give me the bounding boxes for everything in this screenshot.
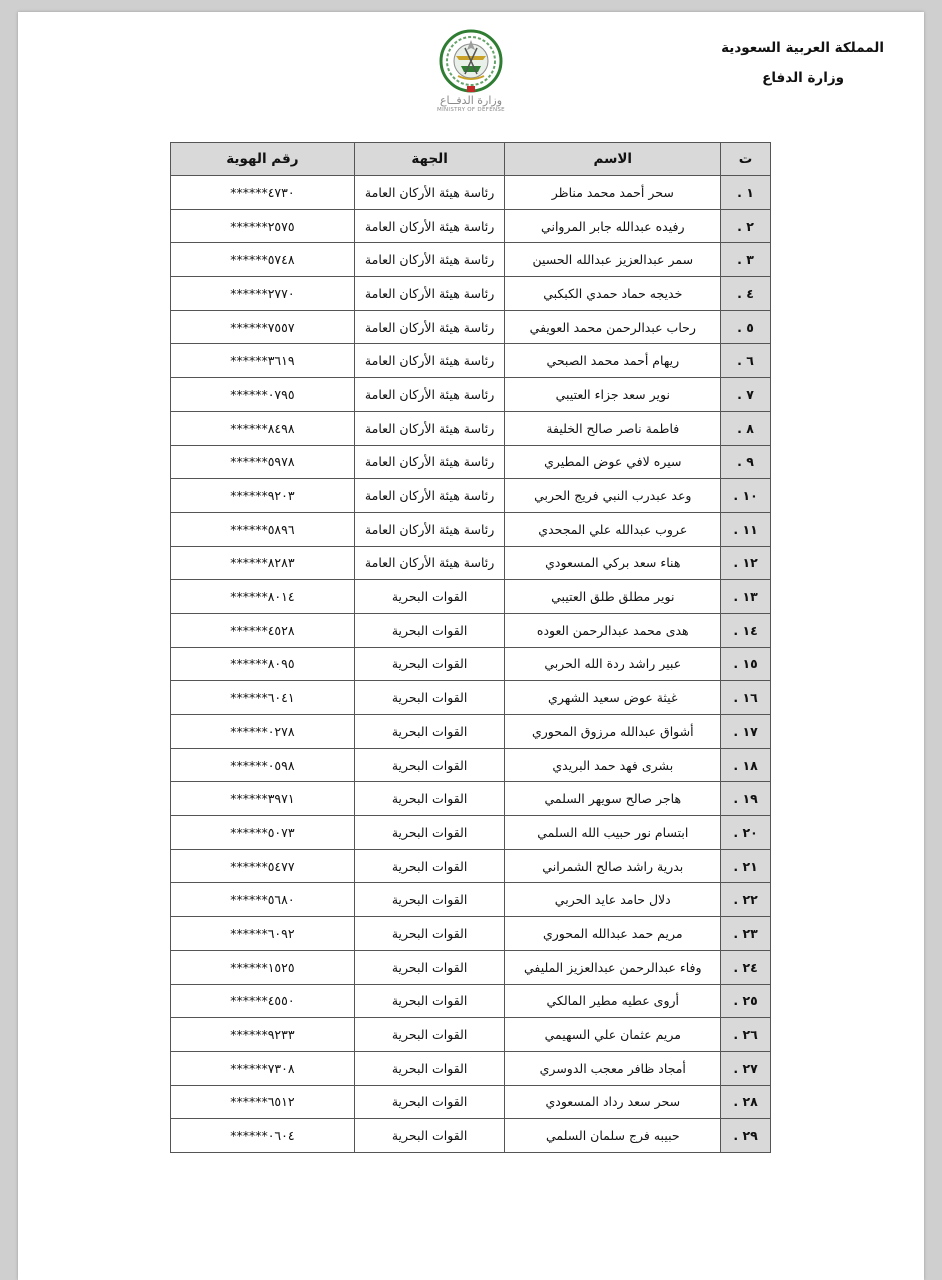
row-id-number: ******٠٧٩٥ [171, 378, 355, 412]
row-department: القوات البحرية [354, 816, 505, 850]
row-name: هدى محمد عبدالرحمن العوده [505, 613, 721, 647]
row-id-number: ******٧٥٥٧ [171, 310, 355, 344]
table-row [171, 782, 771, 816]
row-number: ٢٤ . [721, 950, 771, 984]
row-name: عروب عبدالله علي المجحدي [505, 512, 721, 546]
table-row [171, 1018, 771, 1052]
row-department: رئاسة هيئة الأركان العامة [354, 479, 505, 513]
table-row [171, 209, 771, 243]
row-department: القوات البحرية [354, 580, 505, 614]
row-name: عبير راشد ردة الله الحربي [505, 647, 721, 681]
row-number: ٧ . [721, 378, 771, 412]
table-body [171, 176, 771, 1153]
table-row [171, 647, 771, 681]
table-row [171, 243, 771, 277]
row-department: القوات البحرية [354, 782, 505, 816]
row-number: ٢٩ . [721, 1119, 771, 1153]
row-department: القوات البحرية [354, 883, 505, 917]
row-name: سمر عبدالعزيز عبدالله الحسين [505, 243, 721, 277]
row-name: وعد عبدرب النبي فريج الحربي [505, 479, 721, 513]
names-table [170, 142, 771, 1153]
table-row [171, 310, 771, 344]
table-row [171, 378, 771, 412]
row-name: أمجاد ظافر معجب الدوسري [505, 1051, 721, 1085]
row-number: ٢٥ . [721, 984, 771, 1018]
row-department: القوات البحرية [354, 917, 505, 951]
row-number: ١٩ . [721, 782, 771, 816]
row-id-number: ******٤٥٥٠ [171, 984, 355, 1018]
row-department: رئاسة هيئة الأركان العامة [354, 512, 505, 546]
row-name: مريم حمد عبدالله المحوري [505, 917, 721, 951]
row-number: ١٣ . [721, 580, 771, 614]
table-row [171, 917, 771, 951]
row-name: فاطمة ناصر صالح الخليفة [505, 411, 721, 445]
table-row [171, 715, 771, 749]
row-department: رئاسة هيئة الأركان العامة [354, 546, 505, 580]
row-id-number: ******١٥٢٥ [171, 950, 355, 984]
row-department: رئاسة هيئة الأركان العامة [354, 209, 505, 243]
row-number: ١٤ . [721, 613, 771, 647]
row-name: هاجر صالح سويهر السلمي [505, 782, 721, 816]
row-department: القوات البحرية [354, 1018, 505, 1052]
table-row [171, 512, 771, 546]
row-name: أروى عطيه مطير المالكي [505, 984, 721, 1018]
logo-arabic-text: وزارة الدفــاع [439, 94, 503, 107]
row-number: ٢ . [721, 209, 771, 243]
header-num: ت [721, 143, 771, 176]
ministry-title: وزارة الدفاع [762, 70, 844, 86]
row-department: رئاسة هيئة الأركان العامة [354, 378, 505, 412]
row-id-number: ******٠٢٧٨ [171, 715, 355, 749]
row-name: نوير مطلق طلق العتيبي [505, 580, 721, 614]
row-id-number: ******٦٠٤١ [171, 681, 355, 715]
table-row [171, 411, 771, 445]
row-department: رئاسة هيئة الأركان العامة [354, 310, 505, 344]
row-number: ٢٠ . [721, 816, 771, 850]
row-number: ١٢ . [721, 546, 771, 580]
row-name: سحر أحمد محمد مناظر [505, 176, 721, 210]
row-id-number: ******٥٧٤٨ [171, 243, 355, 277]
row-name: ريهام أحمد محمد الصبحي [505, 344, 721, 378]
row-department: رئاسة هيئة الأركان العامة [354, 243, 505, 277]
row-number: ٣ . [721, 243, 771, 277]
emblem-icon [431, 26, 511, 96]
row-department: القوات البحرية [354, 681, 505, 715]
row-name: نوير سعد جزاء العتيبي [505, 378, 721, 412]
row-id-number: ******٦٠٩٢ [171, 917, 355, 951]
table-row [171, 681, 771, 715]
document-page [18, 12, 924, 1280]
table-row [171, 950, 771, 984]
row-id-number: ******٥٩٧٨ [171, 445, 355, 479]
row-number: ٩ . [721, 445, 771, 479]
row-id-number: ******٩٢٣٣ [171, 1018, 355, 1052]
row-name: حبيبه فرج سلمان السلمي [505, 1119, 721, 1153]
logo-english-text: MINISTRY OF DEFENSE [437, 107, 505, 113]
row-department: القوات البحرية [354, 1085, 505, 1119]
table-header-row [171, 143, 771, 176]
row-id-number: ******٥٠٧٣ [171, 816, 355, 850]
row-number: ٦ . [721, 344, 771, 378]
row-department: القوات البحرية [354, 1051, 505, 1085]
row-id-number: ******٣٦١٩ [171, 344, 355, 378]
row-number: ١٧ . [721, 715, 771, 749]
row-department: رئاسة هيئة الأركان العامة [354, 411, 505, 445]
row-id-number: ******٥٨٩٦ [171, 512, 355, 546]
row-number: ١٦ . [721, 681, 771, 715]
table-row [171, 816, 771, 850]
table-row [171, 1119, 771, 1153]
row-name: سحر سعد رداد المسعودي [505, 1085, 721, 1119]
row-name: بدرية راشد صالح الشمراني [505, 849, 721, 883]
row-id-number: ******٠٥٩٨ [171, 748, 355, 782]
row-department: القوات البحرية [354, 748, 505, 782]
row-department: القوات البحرية [354, 613, 505, 647]
ministry-logo [428, 26, 514, 113]
row-id-number: ******٢٥٧٥ [171, 209, 355, 243]
table-row [171, 1051, 771, 1085]
row-number: ٢٧ . [721, 1051, 771, 1085]
row-id-number: ******٩٢٠٣ [171, 479, 355, 513]
row-number: ١١ . [721, 512, 771, 546]
row-number: ٢١ . [721, 849, 771, 883]
header-dept: الجهة [354, 143, 505, 176]
table-row [171, 479, 771, 513]
row-number: ١٠ . [721, 479, 771, 513]
table-row [171, 849, 771, 883]
row-id-number: ******٥٤٧٧ [171, 849, 355, 883]
kingdom-title: المملكة العربية السعودية [721, 40, 884, 56]
row-number: ١٨ . [721, 748, 771, 782]
row-department: رئاسة هيئة الأركان العامة [354, 176, 505, 210]
table-row [171, 883, 771, 917]
row-number: ٤ . [721, 277, 771, 311]
row-id-number: ******٧٣٠٨ [171, 1051, 355, 1085]
row-department: القوات البحرية [354, 849, 505, 883]
row-name: وفاء عبدالرحمن عبدالعزيز المليفي [505, 950, 721, 984]
row-department: القوات البحرية [354, 950, 505, 984]
table-row [171, 748, 771, 782]
row-name: رفيده عبدالله جابر المرواني [505, 209, 721, 243]
row-name: مريم عثمان علي السهيمي [505, 1018, 721, 1052]
header-name: الاسم [505, 143, 721, 176]
row-department: القوات البحرية [354, 715, 505, 749]
row-department: القوات البحرية [354, 1119, 505, 1153]
row-name: بشرى فهد حمد البريدي [505, 748, 721, 782]
row-name: خديجه حماد حمدي الكبكبي [505, 277, 721, 311]
row-department: القوات البحرية [354, 984, 505, 1018]
table-row [171, 344, 771, 378]
row-name: سيره لافي عوض المطيري [505, 445, 721, 479]
letterhead [721, 40, 884, 86]
row-department: رئاسة هيئة الأركان العامة [354, 445, 505, 479]
table-row [171, 176, 771, 210]
row-id-number: ******٥٦٨٠ [171, 883, 355, 917]
table-row [171, 613, 771, 647]
row-number: ٢٦ . [721, 1018, 771, 1052]
row-number: ٥ . [721, 310, 771, 344]
row-id-number: ******٢٧٧٠ [171, 277, 355, 311]
row-number: ١ . [721, 176, 771, 210]
row-name: هناء سعد بركي المسعودي [505, 546, 721, 580]
row-id-number: ******٨٤٩٨ [171, 411, 355, 445]
row-department: رئاسة هيئة الأركان العامة [354, 344, 505, 378]
row-id-number: ******٨٠٩٥ [171, 647, 355, 681]
table-row [171, 580, 771, 614]
row-name: رحاب عبدالرحمن محمد العويفي [505, 310, 721, 344]
row-id-number: ******٦٥١٢ [171, 1085, 355, 1119]
table-row [171, 984, 771, 1018]
row-id-number: ******٠٦٠٤ [171, 1119, 355, 1153]
row-id-number: ******٨٠١٤ [171, 580, 355, 614]
table-row [171, 546, 771, 580]
row-id-number: ******٣٩٧١ [171, 782, 355, 816]
row-number: ١٥ . [721, 647, 771, 681]
row-name: أشواق عبدالله مرزوق المحوري [505, 715, 721, 749]
row-name: غيثة عوض سعيد الشهري [505, 681, 721, 715]
row-number: ٢٢ . [721, 883, 771, 917]
table-row [171, 445, 771, 479]
row-id-number: ******٤٥٢٨ [171, 613, 355, 647]
row-id-number: ******٤٧٣٠ [171, 176, 355, 210]
row-id-number: ******٨٢٨٣ [171, 546, 355, 580]
row-department: رئاسة هيئة الأركان العامة [354, 277, 505, 311]
header-id: رقم الهوية [171, 143, 355, 176]
row-number: ٨ . [721, 411, 771, 445]
row-number: ٢٨ . [721, 1085, 771, 1119]
row-name: دلال حامد عايد الحربي [505, 883, 721, 917]
row-department: القوات البحرية [354, 647, 505, 681]
table-row [171, 277, 771, 311]
row-name: ابتسام نور حبيب الله السلمي [505, 816, 721, 850]
table-row [171, 1085, 771, 1119]
row-number: ٢٣ . [721, 917, 771, 951]
